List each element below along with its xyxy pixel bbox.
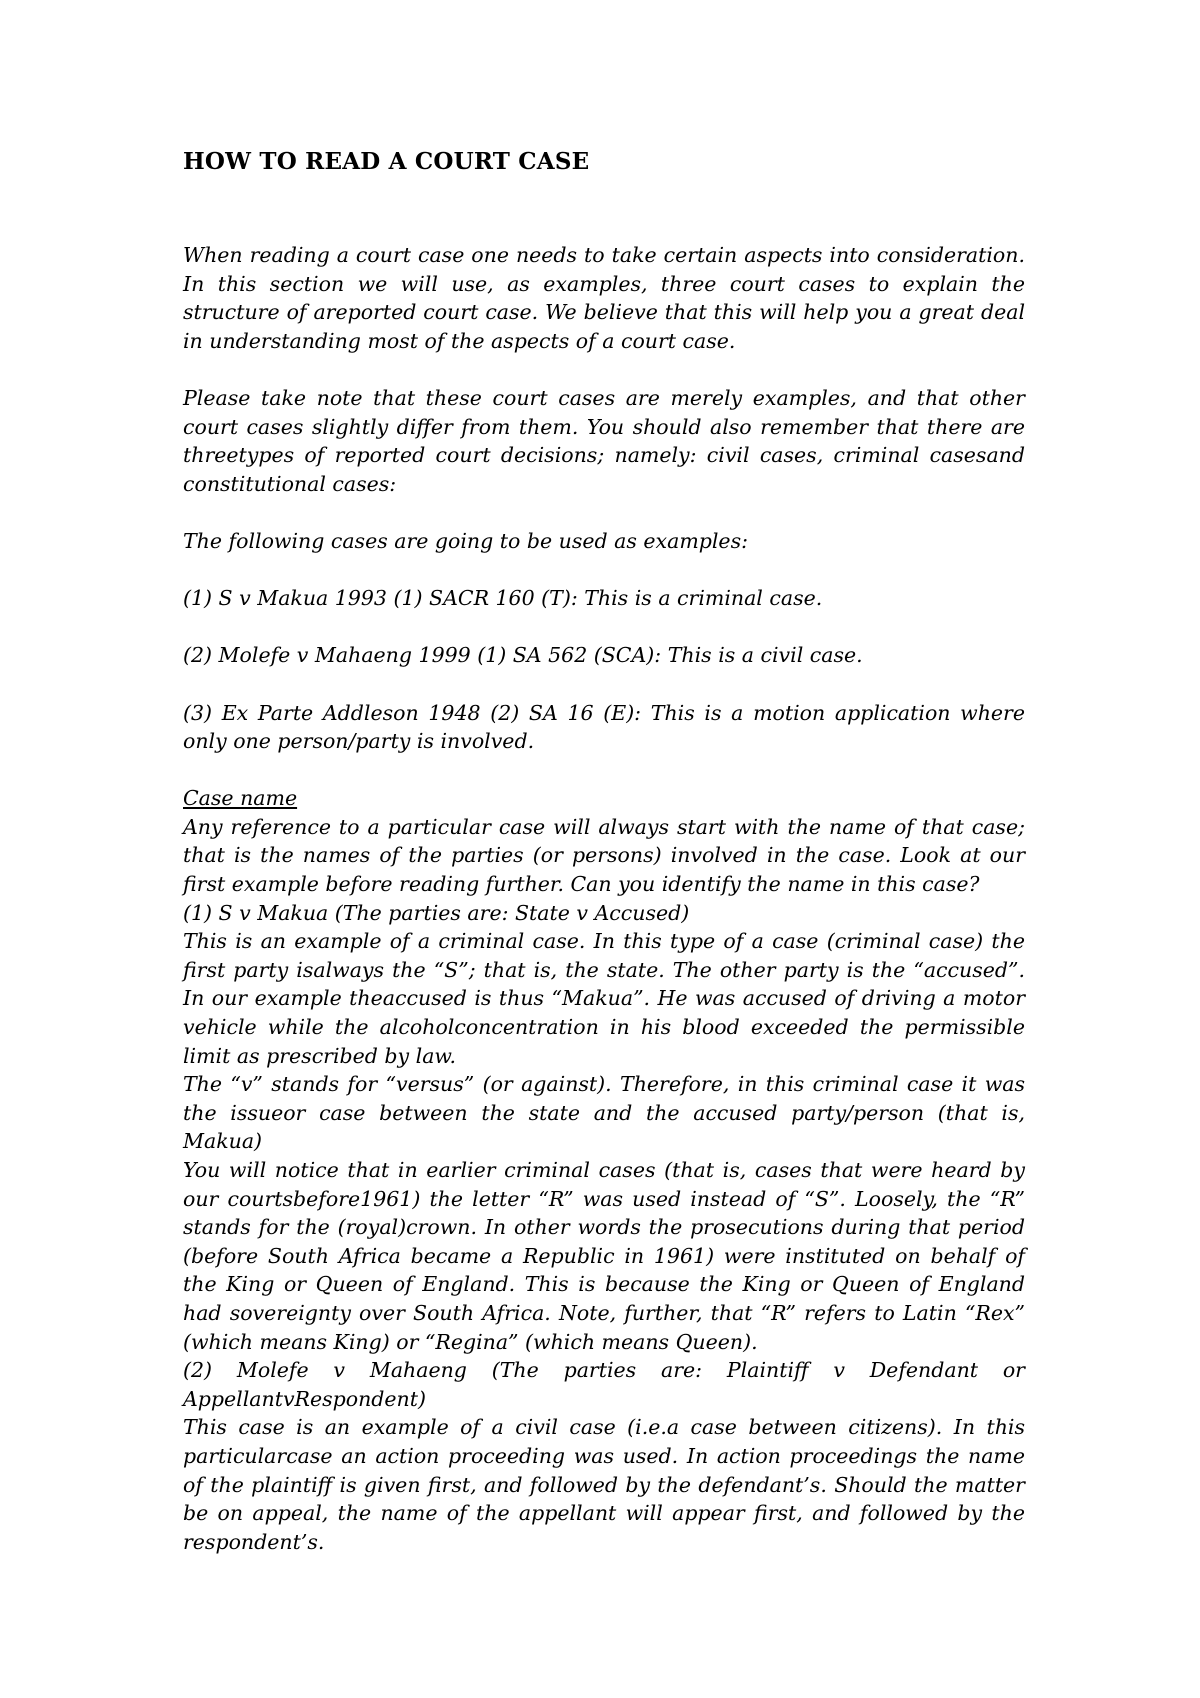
example-2: (2) Molefe v Mahaeng 1999 (1) SA 562 (SCA): This is a civil case. <box>183 643 863 668</box>
paragraph-molefe-parties: (2) Molefe v Mahaeng (The parties are: Plaintiff v Defendant or AppellantvRespondent) <box>183 1358 1025 1411</box>
paragraph-makua-parties: (1) S v Makua (The parties are: State v Accused) <box>183 900 690 925</box>
paragraph-note: Please take note that these court cases are merely examples, and that other court cases slightly differ from them. You should also remember that there are threetypes of reported court decisions; namely: civil cases, criminal casesand constitutional cases: <box>183 385 1025 496</box>
paragraph-molefe-explanation: This case is an example of a civil case (i.e.a case between citizens). In this particularcase an action proceeding was used. In action proceedings the name of the plaintiff is given first, and followed by the defendant’s. Should the matter be on appeal, the name of the appellant will appear first, and followed by the respondent’s. <box>183 1415 1025 1554</box>
section-heading-case-name: Case name <box>183 786 298 811</box>
paragraph-versus: The “v” stands for “versus” (or against). Therefore, in this criminal case it was the issueor case between the state and the accused party/person (that is, Makua) <box>183 1072 1025 1154</box>
paragraph-intro: When reading a court case one needs to take certain aspects into consideration. In this section we will use, as examples, three court cases to explain the structure of areported court case. We believe that this will help you a great deal in understanding most of the aspects of a court case. <box>183 243 1025 353</box>
document-body <box>183 241 1025 1556</box>
example-1: (1) S v Makua 1993 (1) SACR 160 (T): This is a criminal case. <box>183 586 823 611</box>
paragraph-following: The following cases are going to be used as examples: <box>183 528 748 553</box>
example-3: (3) Ex Parte Addleson 1948 (2) SA 16 (E): This is a motion application where only one person/party is involved. <box>183 700 1025 754</box>
paragraph-case-name-intro: Any reference to a particular case will always start with the name of that case; that is the names of the parties (or persons) involved in the case. Look at our first example before reading further. Can you identify the name in this case? <box>183 814 1025 897</box>
paragraph-r-notice: You will notice that in earlier criminal cases (that is, cases that were heard by our courtsbefore1961) the letter “R” was used instead of “S”. Loosely, the “R” stands for the (royal)crown. In other words the prosecutions during that period (before South Africa became a Republic in 1961) were instituted on behalf of the King or Queen of England. This is because the King or Queen of England had sovereignty over South Africa. Note, further, that “R” refers to Latin “Rex” (which means King) or “Regina” (which means Queen). <box>183 1158 1025 1354</box>
document-title: HOW TO READ A COURT CASE <box>183 148 590 175</box>
paragraph-makua-explanation: This is an example of a criminal case. In this type of a case (criminal case) the first party isalways the “S”; that is, the state. The other party is the “accused”. In our example theaccused is thus “Makua”. He was accused of driving a motor vehicle while the alcoholconcentration in his blood exceeded the permissible limit as prescribed by law. <box>183 929 1025 1068</box>
